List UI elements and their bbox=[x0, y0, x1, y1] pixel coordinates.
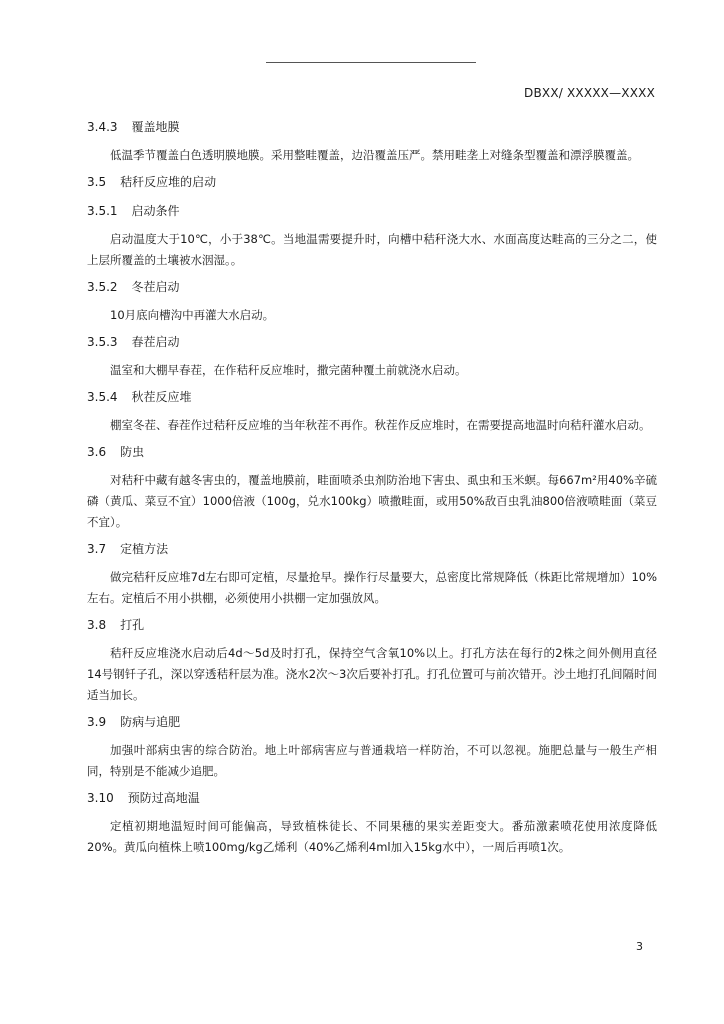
section-heading bbox=[87, 118, 657, 136]
section-title: 秋茬反应堆 bbox=[131, 390, 192, 404]
section-title: 防虫 bbox=[120, 445, 145, 459]
section-number: 3.9 bbox=[87, 715, 107, 729]
section-paragraph: 启动温度大于10℃，小于38℃。当地温需要提升时，向槽中秸秆浇大水、水面高度达畦高的三分之二，使上层所覆盖的土壤被水洇湿。。 bbox=[87, 232, 657, 267]
section-heading bbox=[87, 540, 657, 558]
section-heading bbox=[87, 388, 657, 406]
section-heading bbox=[87, 202, 657, 220]
section-heading bbox=[87, 443, 657, 461]
section-title: 定植方法 bbox=[120, 542, 169, 556]
section-heading bbox=[87, 278, 657, 296]
document-code: DBXX/ XXXXX—XXXX bbox=[524, 86, 655, 100]
page-number: 3 bbox=[636, 940, 643, 953]
section-title: 预防过高地温 bbox=[127, 791, 200, 805]
section-paragraph: 定植初期地温短时间可能偏高，导致植株徒长、不同果穗的果实差距变大。番茄激素喷花使用浓度降低20%。黄瓜向植株上喷100mg/kg乙烯利（40%乙烯利4ml加入15kg水中），一周后再喷1次。 bbox=[87, 819, 657, 854]
document-body bbox=[87, 118, 657, 858]
section-number: 3.5.3 bbox=[87, 335, 118, 349]
section-number: 3.7 bbox=[87, 542, 107, 556]
section-title: 春茬启动 bbox=[131, 335, 180, 349]
section-paragraph: 做完秸秆反应堆7d左右即可定植，尽量抢早。操作行尽量要大，总密度比常规降低（株距比常规增加）10%左右。定植后不用小拱棚，必须使用小拱棚一定加强放风。 bbox=[87, 570, 657, 605]
section-heading bbox=[87, 789, 657, 807]
section-title: 秸秆反应堆的启动 bbox=[120, 175, 217, 189]
header-rule bbox=[266, 62, 476, 63]
section-paragraph: 10月底向槽沟中再灌大水启动。 bbox=[110, 308, 275, 322]
section-paragraph: 对秸秆中藏有越冬害虫的，覆盖地膜前，畦面喷杀虫剂防治地下害虫、虱虫和玉米螟。每667m²用40%辛硫磷（黄瓜、菜豆不宜）1000倍液（100g，兑水100kg）喷撒畦面，或用50%敌百虫乳油800倍液喷畦面（菜豆不宜）。 bbox=[87, 473, 657, 529]
section-number: 3.6 bbox=[87, 445, 107, 459]
section-paragraph: 棚室冬茬、春茬作过秸秆反应堆的当年秋茬不再作。秋茬作反应堆时，在需要提高地温时向秸秆灌水启动。 bbox=[110, 418, 651, 432]
section-number: 3.10 bbox=[87, 791, 114, 805]
section-title: 打孔 bbox=[120, 618, 145, 632]
section-heading bbox=[87, 616, 657, 634]
section-heading bbox=[87, 333, 657, 351]
section-title: 冬茬启动 bbox=[131, 280, 180, 294]
section-number: 3.8 bbox=[87, 618, 107, 632]
section-number: 3.4.3 bbox=[87, 120, 118, 134]
section-paragraph: 秸秆反应堆浇水启动后4d～5d及时打孔，保持空气含氧10%以上。打孔方法在每行的2株之间外侧用直径14号钢钎子孔，深以穿透秸秆层为准。浇水2次～3次后要补打孔。打孔位置可与前次错开。沙土地打孔间隔时间适当加长。 bbox=[87, 646, 657, 702]
section-heading bbox=[87, 173, 657, 191]
section-number: 3.5.2 bbox=[87, 280, 118, 294]
section-title: 覆盖地膜 bbox=[131, 120, 180, 134]
section-number: 3.5.4 bbox=[87, 390, 118, 404]
section-number: 3.5.1 bbox=[87, 204, 118, 218]
section-title: 启动条件 bbox=[131, 204, 180, 218]
section-title: 防病与追肥 bbox=[120, 715, 181, 729]
section-paragraph: 低温季节覆盖白色透明膜地膜。采用整畦覆盖，边沿覆盖压严。禁用畦垄上对缝条型覆盖和漂浮膜覆盖。 bbox=[110, 148, 639, 162]
section-heading bbox=[87, 713, 657, 731]
section-paragraph: 加强叶部病虫害的综合防治。地上叶部病害应与普通栽培一样防治，不可以忽视。施肥总量与一般生产相同，特别是不能减少追肥。 bbox=[87, 743, 657, 778]
section-paragraph: 温室和大棚早春茬，在作秸秆反应堆时，撒完菌种覆土前就浇水启动。 bbox=[110, 363, 467, 377]
section-number: 3.5 bbox=[87, 175, 107, 189]
